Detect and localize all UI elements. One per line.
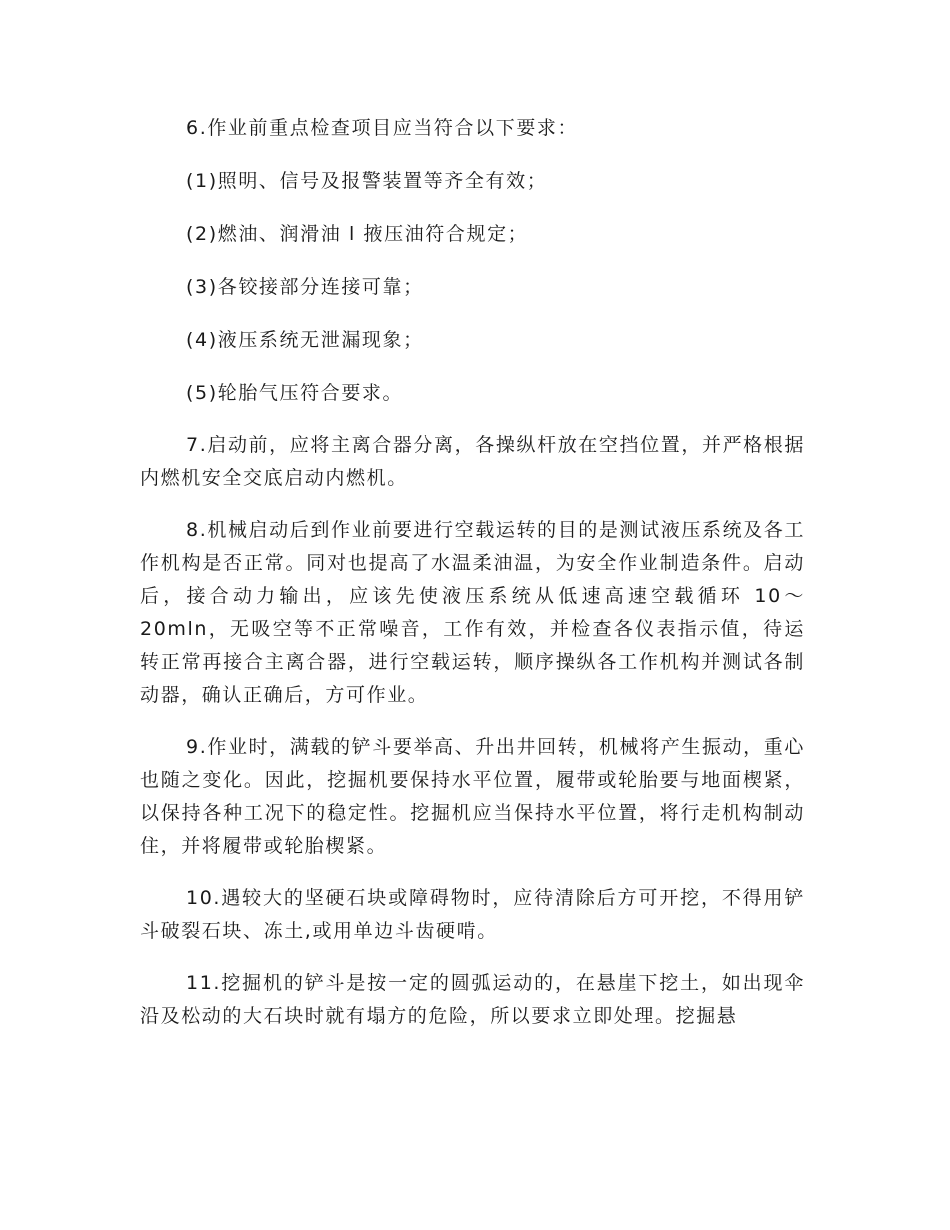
paragraph-6: 6.作业前重点检查项目应当符合以下要求： <box>186 117 579 139</box>
paragraph-8: 8.机械启动后到作业前要进行空载运转的目的是测试液压系统及各工作机构是否正常。同对也提高了水温柔油温，为安全作业制造条件。启动后，接合动力输出，应该先使液压系统从低速高速空载循环 10～20mln，无吸空等不正常噪音，工作有效，并检查各仪表指示值，待运转正常再接合主离合器，进行空载运转，顺序操纵各工作机构并测试各制动器，确认正确后，方可作业。 <box>140 519 805 706</box>
paragraph-9: 9.作业时，满载的铲斗要举高、升出井回转，机械将产生振动，重心也随之变化。因此，挖掘机要保持水平位置，履带或轮胎要与地面楔紧，以保持各种工况下的稳定性。挖掘机应当保持水平位置，将行走机构制动住，并将履带或轮胎楔紧。 <box>140 736 805 857</box>
list-item-4: (4)液压系统无泄漏现象； <box>186 329 424 351</box>
list-item-2: (2)燃油、润滑油 l 掖压油符合规定； <box>186 223 529 245</box>
document-body <box>140 112 805 1033</box>
paragraph-11: 11.挖掘机的铲斗是按一定的圆弧运动的，在悬崖下挖土，如出现伞沿及松动的大石块时就有塌方的危险，所以要求立即处理。挖掘悬 <box>140 972 805 1027</box>
paragraph-7: 7.启动前，应将主离合器分离，各操纵杆放在空挡位置，并严格根据内燃机安全交底启动内燃机。 <box>140 434 805 489</box>
list-item-3: (3)各铰接部分连接可靠； <box>186 276 424 298</box>
paragraph-10: 10.遇较大的坚硬石块或障碍物时，应待清除后方可开挖，不得用铲斗破裂石块、冻土,或用单边斗齿硬啃。 <box>140 887 805 942</box>
list-item-1: (1)照明、信号及报警装置等齐全有效； <box>186 170 548 192</box>
list-item-5: (5)轮胎气压符合要求。 <box>186 382 404 404</box>
